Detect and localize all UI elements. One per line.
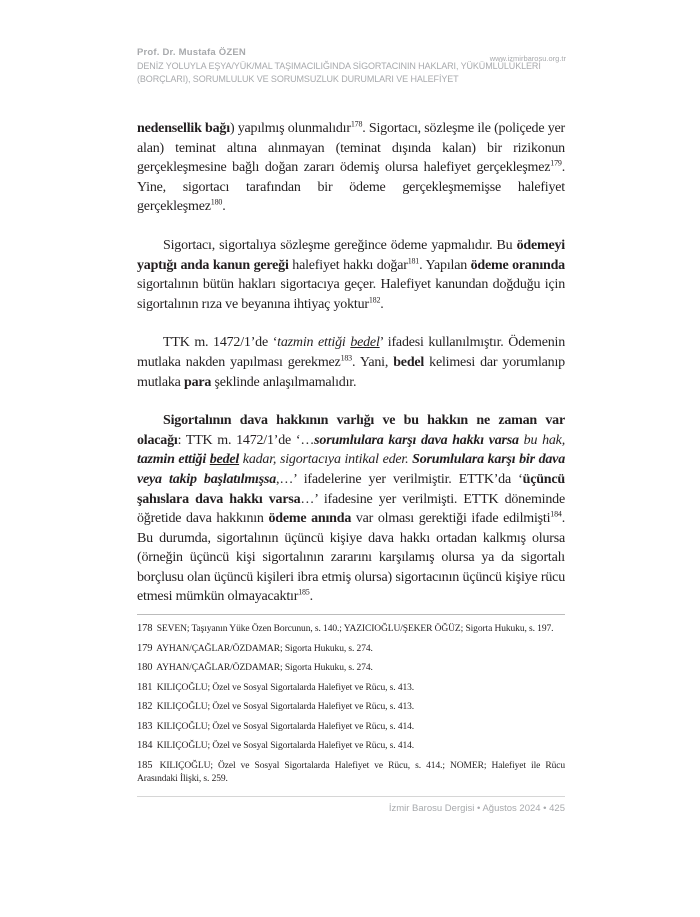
text-run: var olması gerektiği ifade edilmişti <box>351 511 551 527</box>
text-run: bu hak, <box>518 432 565 448</box>
text-run: : TTK m. 1472/1’de ‘… <box>177 432 315 448</box>
footnote-text: KILIÇOĞLU; Özel ve Sosyal Sigortalarda Halefiyet ve Rücu, s. 413. <box>156 702 415 712</box>
text-run: para <box>184 374 212 390</box>
text-run: Sigortacı, sigortalıya sözleşme gereğince ödeme yapmalıdır. Bu <box>163 237 517 253</box>
paragraph <box>137 333 565 392</box>
footnote-ref: 179 <box>550 158 562 168</box>
text-run: ’ ifadesi kullanılmıştır. Ödemenin mutlaka nakden yapılması gerekmez <box>137 335 565 370</box>
footnote-number: 182 <box>137 701 153 712</box>
footnote-text: AYHAN/ÇAĞLAR/ÖZDAMAR; Sigorta Hukuku, s. 274. <box>156 663 373 673</box>
text-run: . <box>222 199 226 215</box>
footnote-number: 179 <box>137 642 153 654</box>
footnote <box>137 681 565 696</box>
text-run: sorumlulara karşı dava hakkı varsa <box>314 432 519 448</box>
footnote-ref: 180 <box>210 197 223 207</box>
text-run: . Yani, <box>351 354 394 370</box>
text-run: bedel <box>393 354 425 370</box>
text-run: Sorumlulara karşı bir dava veya takip başlatılmışsa <box>137 452 565 487</box>
text-run: ,…’ ifadelerine yer verilmiştir. ETTK’da ‘ <box>276 471 523 487</box>
text-run: şeklinde anlaşılmamalıdır. <box>211 374 357 390</box>
footnote-text: KILIÇOĞLU; Özel ve Sosyal Sigortalarda Halefiyet ve Rücu, s. 413. <box>156 682 415 693</box>
footnote <box>137 661 565 676</box>
text-run: kelimesi dar yorumlanıp mutlaka <box>137 354 565 390</box>
footnote-number: 185 <box>137 759 153 771</box>
text-run: . Yine, sigortacı tarafından bir ödeme gerçekleşmemişse halefiyet gerçekleşmez <box>137 160 565 215</box>
footnote-ref: 185 <box>298 587 310 597</box>
footnote-ref: 182 <box>368 295 381 305</box>
footnote <box>137 700 565 715</box>
paragraph <box>137 411 565 607</box>
text-run: . <box>380 296 384 312</box>
footnote <box>137 622 565 637</box>
text-run: bedel <box>350 335 380 351</box>
text-run: kadar, sigortacıya intikal eder. <box>239 452 413 468</box>
paragraph <box>137 119 565 217</box>
text-run: …’ ifadesine yer verilmişti. ETTK döneminde öğretide dava hakkının <box>137 491 565 527</box>
text-run: ödeme oranında <box>470 257 565 273</box>
text-run: ödeme anında <box>268 511 352 527</box>
footer-divider <box>137 796 565 797</box>
footnote <box>137 759 565 787</box>
text-run: . Sigortacı, sözleşme ile (poliçede yer alan) teminat altına alınmayan (teminat dışında kalan) bir rizikonun gerçekleşmesine bağlı doğan zararı ödemiş olursa halefiyet gerçekleşmez <box>137 121 565 176</box>
footnote-number: 184 <box>137 740 153 751</box>
text-run: nedensellik bağı <box>137 121 230 136</box>
body-text <box>137 119 565 626</box>
footnote-number: 183 <box>137 720 153 732</box>
author-name: Prof. Dr. Mustafa ÖZEN <box>137 47 246 58</box>
footnote <box>137 720 565 735</box>
text-run: tazmin ettiği <box>277 335 351 351</box>
text-run: bedel <box>209 452 240 468</box>
text-run: . <box>309 589 313 605</box>
text-run: sigortalının bütün hakları sigortacıya geçer. Halefiyet kanundan doğduğu için sigortalının rıza ve beyanına ihtiyaç yoktur <box>137 277 565 312</box>
text-run: . Yapılan <box>419 257 471 273</box>
footnotes <box>137 622 565 792</box>
text-run: Sigortalının dava hakkının varlığı ve bu hakkın ne zaman var olacağı <box>137 413 565 448</box>
footnote-number: 180 <box>137 662 153 673</box>
paragraph <box>137 236 565 314</box>
footnote-ref: 183 <box>340 353 352 363</box>
footnote-number: 178 <box>137 623 153 634</box>
text-run: ) yapılmış olunmalıdır <box>229 121 351 136</box>
footnote-number: 181 <box>137 681 153 693</box>
text-run: halefiyet hakkı doğar <box>288 257 408 273</box>
page-footer: İzmir Barosu Dergisi • Ağustos 2024 • 425 <box>388 803 565 814</box>
footnote-ref: 184 <box>550 509 562 519</box>
article-title: DENİZ YOLUYLA EŞYA/YÜK/MAL TAŞIMACILIĞINDA SİGORTACININ HAKLARI, YÜKÜMLÜLÜKLERİ (BORÇLARI), SORUMLULUK VE SORUMSUZLUK DURUMLARI VE HALEFİYET <box>137 61 541 84</box>
text-run: TTK m. 1472/1’de ‘ <box>163 335 278 351</box>
footnote-text: KILIÇOĞLU; Özel ve Sosyal Sigortalarda Halefiyet ve Rücu, s. 414.; NOMER; Halefiyet ile Rücu Arasındaki İlişki, s. 259. <box>137 760 565 784</box>
footnote <box>137 642 565 657</box>
footnote-divider <box>137 614 565 615</box>
footnote-text: KILIÇOĞLU; Özel ve Sosyal Sigortalarda Halefiyet ve Rücu, s. 414. <box>156 721 415 732</box>
footnote-ref: 181 <box>407 255 420 265</box>
footnote-text: SEVEN; Taşıyanın Yüke Özen Borcunun, s. 140.; YAZICIOĞLU/ŞEKER ÖĞÜZ; Sigorta Hukuku, s. 197. <box>156 624 554 634</box>
footnote <box>137 739 565 754</box>
running-header <box>137 47 567 85</box>
site-url[interactable]: www.izmirbarosu.org.tr <box>489 54 566 63</box>
text-run: tazmin ettiği <box>137 452 210 468</box>
footnote-ref: 178 <box>350 119 363 129</box>
text-run: üçüncü şahıslara dava hakkı varsa <box>137 471 565 507</box>
footnote-text: KILIÇOĞLU; Özel ve Sosyal Sigortalarda Halefiyet ve Rücu, s. 414. <box>156 741 415 751</box>
text-run: . Bu durumda, sigortalının üçüncü kişiye dava hakkı ortadan kalkmış olursa (örneğin üçüncü kişi sigortalının zararını karşılamış olursa ya da sigortalı borçlusu olan üçüncü kişileri ibra etmiş olursa) sigortacının üçüncü kişiye rücu etmesi mümkün olmayacaktır <box>137 511 565 605</box>
text-run: ödemeyi yaptığı anda kanun gereği <box>137 237 565 273</box>
footnote-text: AYHAN/ÇAĞLAR/ÖZDAMAR; Sigorta Hukuku, s. 274. <box>156 643 373 654</box>
